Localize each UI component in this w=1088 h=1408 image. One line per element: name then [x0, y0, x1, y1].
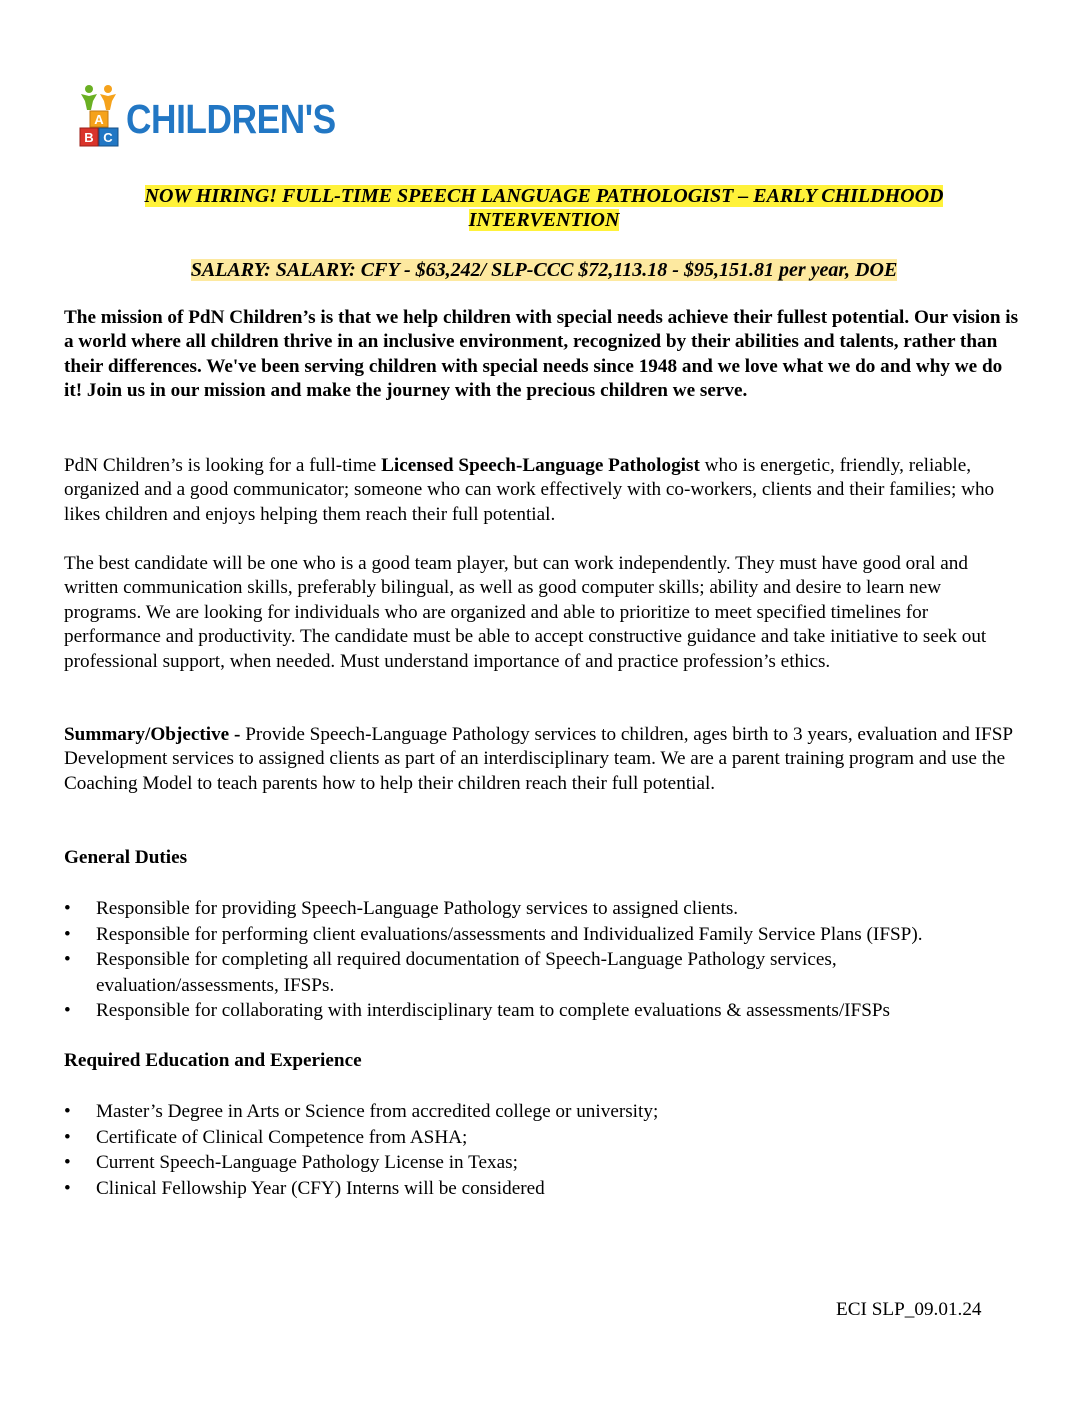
summary-paragraph — [64, 723, 1019, 796]
block-letter-c: C — [103, 130, 113, 145]
document-code-footer: ECI SLP_09.01.24 — [836, 1299, 982, 1320]
requirement-text: Certificate of Clinical Competence from ASHA; — [96, 1126, 468, 1148]
bullet-icon: • — [64, 923, 71, 945]
duty-text: Responsible for performing client evaluations/assessments and Individualized Family Service Plans (IFSP). — [96, 923, 923, 945]
bullet-icon: • — [64, 949, 71, 971]
requirement-text: Master’s Degree in Arts or Science from accredited college or university; — [96, 1101, 659, 1122]
summary-label: Summary/Objective - — [64, 724, 246, 745]
list-item — [64, 1176, 1024, 1202]
childrens-logo — [78, 84, 370, 154]
bullet-icon: • — [64, 1000, 71, 1022]
duty-text: Responsible for collaborating with interdisciplinary team to complete evaluations & assessments/IFSPs — [96, 1000, 891, 1022]
job-title-heading — [64, 184, 1024, 232]
candidate-paragraph: The best candidate will be one who is a good team player, but can work independently. They must have good oral and written communication skills, preferably bilingual, as well as good computer skills; ability and desire to learn new programs. We are looking for individuals who are organized and able to prioritize to meet specified timelines for performance and productivity. The candidate must be able to accept constructive guidance and take initiative to seek out professional support, when needed. Must understand importance of and practice profession’s ethics. — [64, 553, 987, 672]
salary-line — [64, 258, 1024, 282]
bullet-icon: • — [64, 1177, 71, 1199]
abc-blocks-icon — [78, 84, 120, 154]
mission-paragraph: The mission of PdN Children’s is that we help children with special needs achieve their fullest potential. Our vision is a world where all children thrive in an inclusive environment, recognized by their abilities and talents, rather than their differences. We've been serving children with special needs since 1948 and we love what we do and why we do it! Join us in our mission and make the journey with the precious children we serve. — [64, 307, 1019, 402]
list-item — [64, 947, 1024, 998]
logo-wordmark: CHILDREN'S — [126, 95, 336, 142]
list-item — [64, 1125, 1024, 1151]
intro-paragraph — [64, 454, 1019, 527]
bullet-icon: • — [64, 1101, 71, 1122]
bullet-icon: • — [64, 1126, 71, 1148]
block-letter-b: B — [84, 130, 94, 145]
education-title: Required Education and Experience — [64, 1050, 362, 1071]
job-title-line-1: NOW HIRING! FULL-TIME SPEECH LANGUAGE PATHOLOGIST – EARLY CHILDHOOD — [144, 185, 944, 207]
salary-text: SALARY: SALARY: CFY - $63,242/ SLP-CCC $72,113.18 - $95,151.81 per year, DOE — [190, 259, 898, 281]
education-list — [64, 1099, 1024, 1201]
list-item — [64, 1150, 1024, 1176]
bullet-icon: • — [64, 1152, 71, 1174]
requirement-text: Current Speech-Language Pathology License in Texas; — [96, 1152, 518, 1174]
duty-text: Responsible for providing Speech-Language Pathology services to assigned clients. — [96, 898, 739, 919]
block-letter-a: A — [94, 112, 104, 127]
list-item — [64, 922, 1024, 948]
general-duties-title: General Duties — [64, 847, 188, 868]
requirement-text: Clinical Fellowship Year (CFY) Interns will be considered — [96, 1177, 545, 1199]
summary-text: Provide Speech-Language Pathology services to children, ages birth to 3 years, evaluation and IFSP Development services to assigned clients as part of an interdisciplinary team. We are a parent training program and use the Coaching Model to teach parents how to help their children reach their full potential. — [64, 724, 1013, 794]
list-item — [64, 998, 1024, 1024]
intro-text-start: PdN Children’s is looking for a full-time — [64, 455, 382, 476]
job-title-line-2: INTERVENTION — [468, 209, 620, 231]
intro-role-title: Licensed Speech-Language Pathologist — [381, 455, 700, 476]
general-duties-list — [64, 896, 1024, 1024]
list-item — [64, 896, 1024, 922]
intro-text-end: who is energetic, friendly, reliable, organized and a good communicator; someone who can work effectively with co-workers, clients and their families; who likes children and enjoys helping them reach their full potential. — [64, 455, 995, 525]
list-item — [64, 1099, 1024, 1125]
bullet-icon: • — [64, 898, 71, 919]
duty-text: Responsible for completing all required documentation of Speech-Language Pathology services, evaluation/assessments, IFSPs. — [96, 949, 837, 996]
